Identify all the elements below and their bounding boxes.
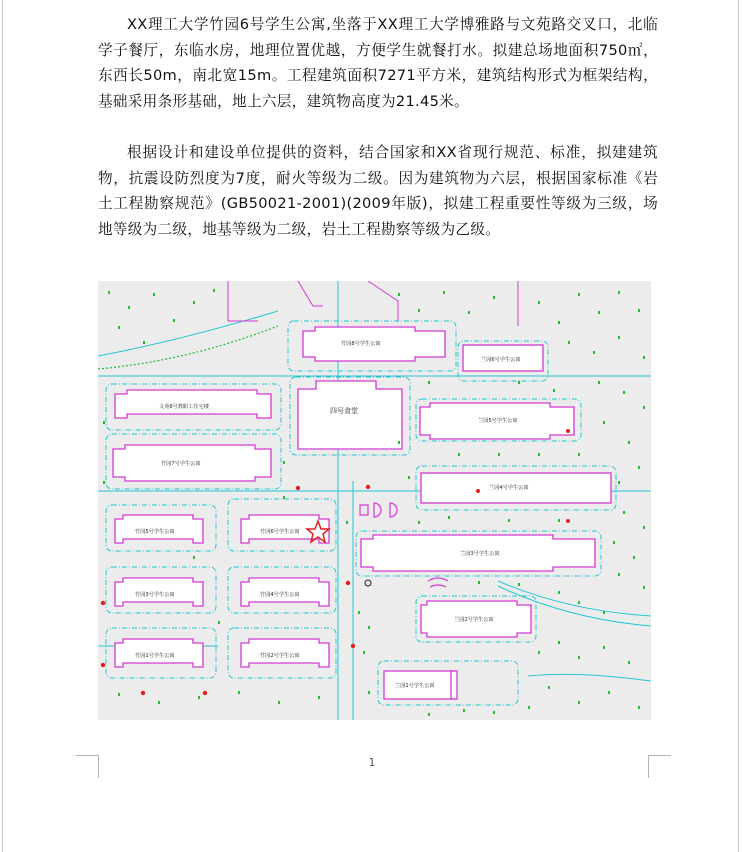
label-lanyuan5: 兰园5号学生公寓: [478, 418, 518, 424]
page-number: 1: [368, 756, 376, 769]
label-canteen4: 四号食堂: [330, 407, 358, 415]
building-lanyuan4: [421, 473, 611, 503]
site-plan-svg: [98, 281, 651, 720]
building-zhuyuan4: [241, 578, 329, 606]
site-plan-map: [98, 281, 651, 720]
building-zhuyuan8: [303, 327, 445, 361]
label-lanyuan4: 兰园4号学生公寓: [489, 485, 529, 491]
building-zhuyuan6-target: [241, 515, 329, 543]
label-zhuyuan3: 竹园3号学生公寓: [135, 592, 175, 598]
page-edge-left: [2, 0, 3, 852]
building-lanyuan1: [384, 671, 457, 699]
label-zhuyuan2: 竹园2号学生公寓: [260, 653, 300, 659]
label-zhuyuan7: 竹园7号学生公寓: [161, 461, 201, 467]
paragraph-design-basis: [98, 140, 658, 242]
label-zhuyuan8: 竹园8号学生公寓: [341, 341, 381, 347]
building-zhuyuan1: [115, 639, 203, 667]
building-zhuyuan7: [113, 445, 271, 481]
label-zhuyuan6: 竹园6号学生公寓: [260, 529, 300, 535]
label-lanyuan1: 兰园1号学生公寓: [395, 683, 435, 689]
page-corner-mark-right: [648, 755, 671, 778]
paragraph-2-text: 根据设计和建设单位提供的资料，结合国家和XX省现行规范、标准，拟建建筑物，抗震设防烈度为7度，耐火等级为二级。因为建筑物为六层，根据国家标准《岩土工程勘察规范》(GB50021-2001)(2009年版)，拟建工程重要性等级为三级，场地等级为二级，地基等级为二级，岩土工程勘察等级为乙级。: [98, 144, 658, 238]
building-lanyuan6: [463, 345, 543, 371]
label-zhuyuan5: 竹园5号学生公寓: [135, 529, 175, 535]
building-lanyuan5: [420, 403, 574, 439]
paragraph-site-description: [98, 12, 658, 114]
label-lanyuan2: 兰园2号学生公寓: [454, 617, 494, 623]
label-lanyuan6: 兰园6号学生公寓: [481, 357, 521, 363]
building-zhuyuan5: [115, 515, 203, 543]
label-lanyuan3: 兰园3号学生公寓: [460, 551, 500, 557]
building-wenyuan6: [115, 390, 271, 418]
building-lanyuan2: [421, 601, 531, 637]
label-wenyuan6: 文苑6号教职工住宅楼: [159, 404, 209, 410]
label-zhuyuan4: 竹园4号学生公寓: [260, 592, 300, 598]
page-edge-right: [738, 0, 739, 852]
building-lanyuan3: [361, 535, 595, 571]
building-canteen4: [298, 381, 402, 449]
building-zhuyuan3: [115, 578, 203, 606]
label-zhuyuan1: 竹园1号学生公寓: [135, 653, 175, 659]
page-corner-mark-left: [76, 755, 99, 778]
paragraph-1-text: XX理工大学竹园6号学生公寓,坐落于XX理工大学博雅路与文苑路交叉口，北临学子餐厅，东临水房，地理位置优越，方便学生就餐打水。拟建总场地面积750㎡，东西长50m，南北宽15m。工程建筑面积7271平方米，建筑结构形式为框架结构，基础采用条形基础，地上六层，建筑物高度为21.45米。: [98, 16, 658, 110]
building-zhuyuan2: [241, 639, 329, 667]
